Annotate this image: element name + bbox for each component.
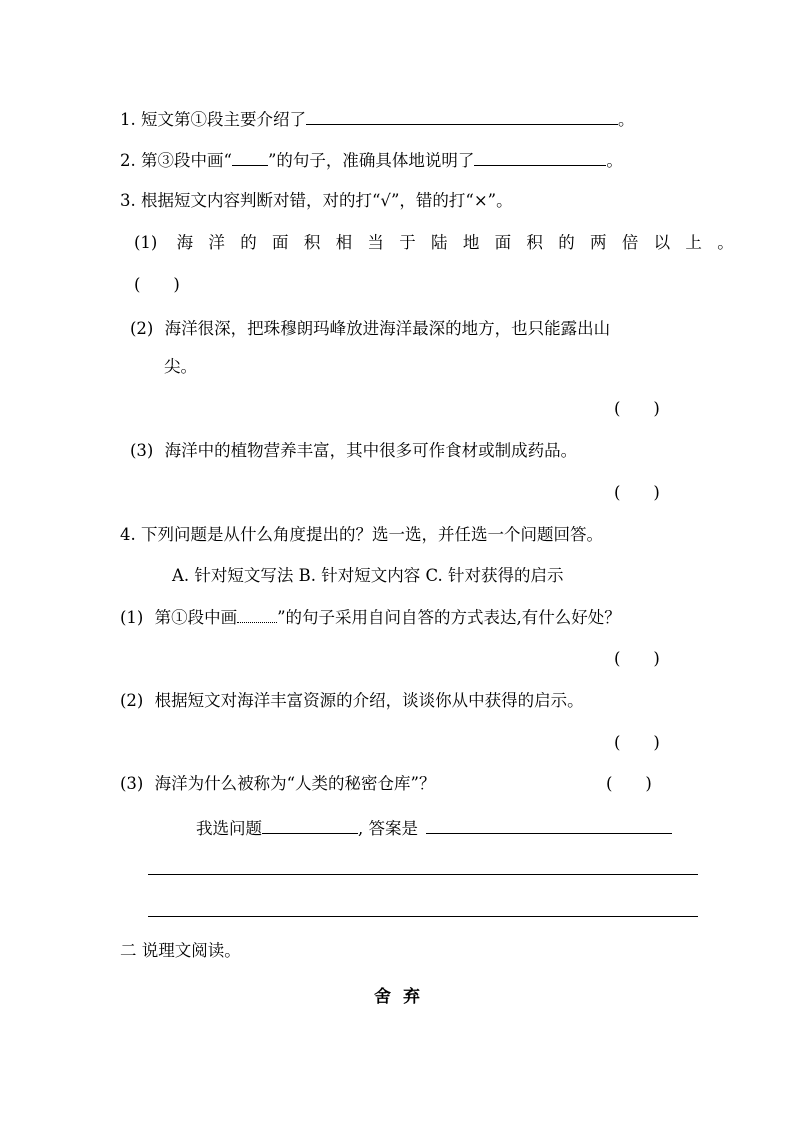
q4-item-2 (120, 690, 584, 712)
question-text: 短文第①段主要介绍了 (141, 110, 306, 129)
answer-parentheses[interactable]: ( ) (614, 733, 660, 752)
answer-blank[interactable] (474, 148, 606, 166)
item-number: (2) (130, 319, 154, 338)
question-text: 根据短文内容判断对错，对的打“√”，错的打“×”。 (141, 191, 513, 210)
item-number: (2) (120, 691, 144, 710)
question-number: 1. (120, 110, 136, 129)
question-end: 。 (606, 151, 623, 170)
q3-item-1 (134, 232, 749, 254)
item-number: (3) (120, 774, 144, 793)
question-text: 下列问题是从什么角度提出的？选一选，并任选一个问题回答。 (141, 525, 603, 544)
item-text: ”的句子采用自问自答的方式表达,有什么好处？ (277, 608, 621, 627)
item-number: (1) (120, 608, 144, 627)
article-title: 舍弃 (374, 987, 432, 1007)
answer-mid: , 答案是 (358, 819, 418, 838)
answer-prefix: 我选问题 (196, 819, 262, 838)
q3-item-3 (130, 440, 577, 462)
answer-line (196, 816, 672, 840)
section-heading: 二 说理文阅读。 (120, 941, 241, 960)
question-1 (120, 107, 635, 131)
question-text: ”的句子，准确具体地说明了 (267, 151, 475, 170)
item-text: 海洋的面积相当于陆地面积的两倍以上。 (176, 233, 750, 252)
q4-item-3 (120, 773, 436, 795)
answer-writing-line[interactable] (148, 874, 698, 875)
item-text: 海洋中的植物营养丰富，其中很多可作食材或制成药品。 (164, 441, 578, 460)
question-4 (120, 524, 603, 546)
answer-blank[interactable] (426, 816, 672, 834)
answer-parentheses[interactable]: ( ) (614, 649, 660, 668)
question-text: 第③段中画“ (141, 151, 232, 170)
item-text: 根据短文对海洋丰富资源的介绍，谈谈你从中获得的启示。 (154, 691, 584, 710)
q4-item-1 (120, 606, 621, 629)
question-2 (120, 148, 623, 172)
answer-parentheses[interactable]: ( ) (614, 483, 660, 502)
question-3 (120, 190, 513, 212)
question-end: 。 (618, 110, 635, 129)
answer-parentheses[interactable]: ( ) (614, 399, 660, 418)
answer-writing-line[interactable] (148, 916, 698, 917)
question-number: 4. (120, 525, 136, 544)
question-choice-blank[interactable] (262, 816, 358, 834)
item-number: (3) (130, 441, 154, 460)
question-number: 3. (120, 191, 136, 210)
item-text: 海洋很深，把珠穆朗玛峰放进海洋最深的地方，也只能露出山 (164, 319, 611, 338)
answer-blank[interactable] (306, 107, 618, 125)
item-text: 海洋为什么被称为“人类的秘密仓库”？ (154, 774, 436, 793)
quote-blank[interactable] (232, 148, 268, 166)
wavy-underline (237, 606, 277, 623)
q3-item-2 (130, 318, 610, 340)
answer-options: A. 针对短文写法 B. 针对短文内容 C. 针对获得的启示 (172, 566, 564, 585)
item-text-continued: 尖。 (164, 357, 197, 376)
answer-parentheses[interactable]: ( ) (134, 275, 180, 294)
item-number: (1) (134, 233, 158, 252)
question-number: 2. (120, 151, 136, 170)
answer-parentheses[interactable]: ( ) (606, 774, 652, 793)
item-text: 第①段中画 (154, 608, 238, 627)
